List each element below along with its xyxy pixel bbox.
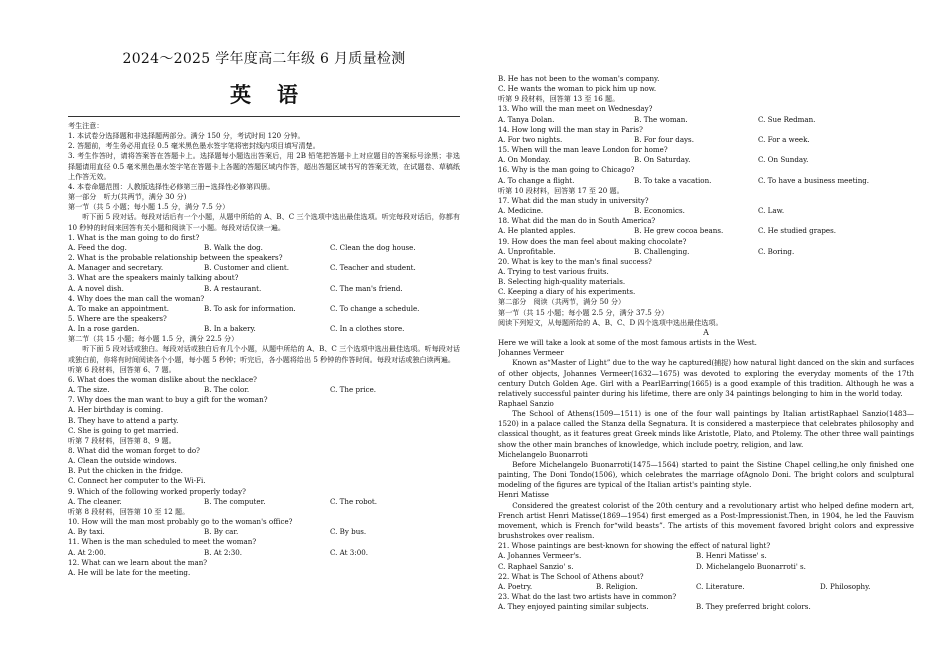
question-options — [68, 324, 460, 334]
option: A. He will be late for the meeting. — [68, 567, 191, 577]
option: A. Clean the outside windows. — [68, 456, 177, 466]
note-item: 2. 答题前，考生务必用直径 0.5 毫米黑色墨水签字笔将密封线内项目填写清楚。 — [68, 141, 320, 151]
question-options — [498, 602, 914, 612]
option: C. For a week. — [758, 134, 810, 144]
question-options — [498, 247, 914, 257]
option: A. In a rose garden. — [68, 324, 140, 334]
option: B. The color. — [204, 385, 250, 395]
question-options — [498, 551, 914, 561]
option: B. A restaurant. — [204, 283, 262, 293]
option: C. Law. — [758, 206, 785, 216]
question-options — [68, 304, 460, 314]
question-stem: 10. How will the man most probably go to the woman's office? — [68, 517, 293, 527]
question-stem: 1. What is the man going to do first? — [68, 232, 200, 242]
option: A. A novel dish. — [68, 283, 124, 293]
question-options — [498, 206, 914, 216]
option: B. They have to attend a party. — [68, 415, 179, 425]
artist-name: Henri Matisse — [498, 490, 549, 500]
option: B. Religion. — [596, 581, 638, 591]
option: A. To make an appointment. — [68, 303, 169, 313]
question-options — [498, 155, 914, 165]
passage-paragraph: Before Michelangelo Buonarroti(1475—1564) started to paint the Sistine Chapel celling,he only finished one painting, The Doni Tondo(1506), which celebrates the marriage ofAgnolo Doni. The bright colors and sculptural modeling of the figures are typical of the Italian artist's painting style. — [498, 459, 914, 490]
question-stem: 11. When is the man scheduled to meet the woman? — [68, 537, 257, 547]
note-item: 3. 考生作答时，请将答案答在答题卡上。选择题每小题选出答案后，用 2B 铅笔把答题卡上对应题目的答案标号涂黑；非选择题请用直径 0.5 毫米黑色墨水签字笔在答题卡上各题的答题区域内作答，超出答题区域书写的答案无效，在试题卷、草稿纸上作答无效。 — [68, 151, 460, 181]
part2-section1-title: 第一节（共 15 小题；每小题 2.5 分，满分 37.5 分） — [498, 307, 669, 317]
passage-intro: Here we will take a look at some of the most famous artists in the West. — [498, 338, 757, 348]
question-stem: 8. What did the woman forget to do? — [68, 446, 200, 455]
question-options — [498, 582, 914, 592]
question-options — [498, 115, 914, 125]
part1-title: 第一部分 听力(共两节，满分 30 分) — [68, 192, 187, 202]
option: D. Michelangelo Buonarroti' s. — [696, 561, 806, 571]
listening-instruction: 听第 8 段材料，回答第 10 至 12 题。 — [68, 506, 190, 516]
option: B. Economics. — [634, 206, 685, 216]
question-options — [498, 135, 914, 145]
question-options — [68, 263, 460, 273]
question-options — [68, 527, 460, 537]
part1-section2-title: 第二节（共 15 小题；每小题 1.5 分，满分 22.5 分） — [68, 334, 239, 344]
question-stem: 4. Why does the man call the woman? — [68, 293, 205, 303]
option: C. The robot. — [330, 496, 378, 506]
option: B. Put the chicken in the fridge. — [68, 466, 183, 476]
option: D. Philosophy. — [820, 581, 871, 591]
option: A. He planted apples. — [498, 226, 576, 236]
option: B. To ask for information. — [204, 303, 296, 313]
option: C. Literature. — [696, 581, 745, 591]
option: C. She is going to get married. — [68, 425, 179, 435]
option: A. Manager and secretary. — [68, 263, 164, 273]
question-stem: 19. How does the man feel about making chocolate? — [498, 236, 687, 246]
question-stem: 3. What are the speakers mainly talking about? — [68, 273, 239, 283]
artist-name: Johannes Vermeer — [498, 348, 564, 358]
option: C. Raphael Sanzio' s. — [498, 561, 574, 571]
option: A. Trying to test various fruits. — [498, 266, 609, 276]
option: C. Teacher and student. — [330, 263, 416, 273]
option: C. Boring. — [758, 246, 795, 256]
question-stem: 6. What does the woman dislike about the necklace? — [68, 374, 257, 384]
question-stem: 18. What did the man do in South America? — [498, 216, 656, 226]
question-stem: 17. What did the man study in university? — [498, 195, 649, 205]
question-stem: 21. Whose paintings are best-known for showing the effect of natural light? — [498, 541, 771, 551]
question-stem: 22. What is The School of Athens about? — [498, 571, 644, 581]
option: A. Johannes Vermeer's. — [498, 551, 582, 561]
option: B. He grew cocoa beans. — [634, 226, 724, 236]
question-stem: 5. Where are the speakers? — [68, 313, 167, 323]
option: C. In a clothes store. — [330, 324, 405, 334]
question-options — [68, 243, 460, 253]
question-options — [68, 284, 460, 294]
option: C. Keeping a diary of his experiments. — [498, 287, 636, 297]
option: A. On Monday. — [498, 155, 551, 165]
question-stem: 7. Why does the man want to buy a gift for the woman? — [68, 395, 268, 405]
part1-section1-desc: 听下面 5 段对话。每段对话后有一个小题，从题中所给的 A、B、C 三个选项中选出最佳选项。听完每段对话后，你都有 10 秒钟的时间来回答有关小题和阅读下一小题。每段对话仅读一遍。 — [68, 212, 460, 232]
left-column — [68, 50, 460, 578]
right-column — [498, 74, 914, 612]
option: C. To have a business meeting. — [758, 175, 870, 185]
question-stem: 14. How long will the man stay in Paris? — [498, 124, 643, 134]
question-stem: 23. What do the last two artists have in common? — [498, 591, 677, 601]
header-divider — [68, 116, 460, 117]
option: B. Customer and client. — [204, 263, 290, 273]
note-item: 1. 本试卷分选择题和非选择题两部分。满分 150 分，考试时间 120 分钟。 — [68, 131, 305, 141]
option: B. Challenging. — [634, 246, 690, 256]
option: B. To take a vacation. — [634, 175, 712, 185]
option: B. On Saturday. — [634, 155, 691, 165]
listening-instruction: 听第 9 段材料，回答第 13 至 16 题。 — [498, 94, 620, 104]
passage-paragraph: The School of Athens(1509—1511) is one of the four wall paintings by Italian artistRaphael Sanzio(1483—1520) in a palace called the Stanza della Segnatura. It is considered a masterpiece that celebrates philosophy and classical thought, as it features great Greek minds like Aristotle, Plato, and Ptolemy. The other three wall paintings show the other main branches of knowledge, which include poetry, religion, and law. — [498, 409, 914, 449]
option: C. The man's friend. — [330, 283, 403, 293]
option: B. Henri Matisse' s. — [696, 551, 767, 561]
passage-paragraph: Considered the greatest colorist of the 20th century and a revolutionary artist who helped define modern art, French artist Henri Matisse(1869—1954) first emerged as a Post-Impressionist.Then, in 1904, he led the Fauvism movement, which is French for“wild beasts”. The artists of this movement favored bright colors and expressive brushstrokes over realism. — [498, 500, 914, 541]
option: A. The cleaner. — [68, 496, 122, 506]
option: B. The woman. — [634, 114, 688, 124]
listening-instruction: 听第 6 段材料，回答第 6、7 题。 — [68, 364, 176, 374]
option: A. By taxi. — [68, 527, 105, 537]
part1-section2-desc: 听下面 5 段对话或独白。每段对话或独白后有几个小题，从题中所给的 A、B、C 三个选项中选出最佳选项。听每段对话或独白前，你将有时间阅读各个小题，每小题 5 秒钟；听完后，各小题将给出 5 秒钟的作答时间。每段对话或独白读两遍。 — [68, 344, 460, 364]
option: C. The price. — [330, 385, 377, 395]
passage-paragraph: Known as“Master of Light” due to the way he captured(捕捉) how natural light danced on the skin and surfaces of other objects, Johannes Vermeer(1632—1675) was devoted to exploring the everyday moments of the 17th century Dutch Golden Age. Girl with a PearlEarring(1665) is a good example of this tradition. Although he was a relatively successful painter during his lifetime, there are only 34 paintings belonging to him in the world today. — [498, 358, 914, 398]
option: A. Unprofitable. — [498, 246, 556, 256]
option: B. For four days. — [634, 134, 694, 144]
option: A. The size. — [68, 385, 110, 395]
question-stem: 13. Who will the man meet on Wednesday? — [498, 104, 653, 114]
part2-title: 第二部分 阅读（共两节，满分 50 分） — [498, 297, 626, 307]
question-options — [68, 497, 460, 507]
subject-title: 英语 — [230, 82, 324, 107]
question-options — [68, 385, 460, 395]
option: C. On Sunday. — [758, 155, 809, 165]
option: C. At 3:00. — [330, 547, 368, 557]
option: B. They preferred bright colors. — [696, 602, 811, 612]
option: C. Connect her computer to the Wi-Fi. — [68, 476, 206, 486]
option: A. Feed the dog. — [68, 242, 127, 252]
question-stem: 12. What can we learn about the man? — [68, 557, 208, 567]
option: C. Sue Redman. — [758, 114, 816, 124]
part2-section1-desc: 阅读下列短文，从每题所给的 A、B、C、D 四个选项中选出最佳选项。 — [498, 317, 723, 327]
part1-section1-title: 第一节（共 5 小题；每小题 1.5 分，满分 7.5 分） — [68, 202, 230, 212]
option: C. Clean the dog house. — [330, 242, 416, 252]
option: A. Poetry. — [498, 581, 533, 591]
option: B. Walk the dog. — [204, 242, 263, 252]
listening-instruction: 听第 10 段材料，回答第 17 至 20 题。 — [498, 185, 624, 195]
note-item: 4. 本卷命题范围：人教版选择性必修第三册~选择性必修第四册。 — [68, 181, 275, 191]
question-options — [498, 562, 914, 572]
option: B. At 2:30. — [204, 547, 243, 557]
question-stem: 2. What is the probable relationship between the speakers? — [68, 253, 283, 263]
option: C. To change a schedule. — [330, 303, 420, 313]
option: B. Selecting high-quality materials. — [498, 277, 626, 287]
passage-label: A — [703, 327, 709, 337]
question-options — [498, 176, 914, 186]
option: B. By car. — [204, 527, 239, 537]
option: C. He wants the woman to pick him up now. — [498, 84, 657, 94]
question-stem: 9. Which of the following worked properly today? — [68, 486, 246, 496]
question-stem: 15. When will the man leave London for home? — [498, 145, 668, 155]
question-options — [68, 548, 460, 558]
option: A. Tanya Dolan. — [498, 114, 555, 124]
option: B. The computer. — [204, 496, 266, 506]
option: A. Her birthday is coming. — [68, 405, 164, 415]
artist-name: Michelangelo Buonarroti — [498, 449, 588, 459]
question-options — [498, 226, 914, 236]
option: B. He has not been to the woman's company. — [498, 74, 660, 83]
listening-instruction: 听第 7 段材料，回答第 8、9 题。 — [68, 435, 176, 445]
option: A. To change a flight. — [498, 175, 575, 185]
question-stem: 16. Why is the man going to Chicago? — [498, 165, 635, 175]
question-stem: 20. What is key to the man's final success? — [498, 256, 652, 266]
option: A. At 2:00. — [68, 547, 106, 557]
option: C. He studied grapes. — [758, 226, 836, 236]
option: B. In a bakery. — [204, 324, 256, 334]
option: A. They enjoyed painting similar subjects. — [498, 602, 649, 612]
option: A. For two nights. — [498, 134, 563, 144]
notes-label: 考生注意： — [68, 121, 104, 130]
exam-title: 2024～2025 学年度高二年级 6 月质量检测 — [122, 51, 406, 67]
option: A. Medicine. — [498, 206, 544, 216]
option: C. By bus. — [330, 527, 367, 537]
artist-name: Raphael Sanzio — [498, 399, 554, 408]
